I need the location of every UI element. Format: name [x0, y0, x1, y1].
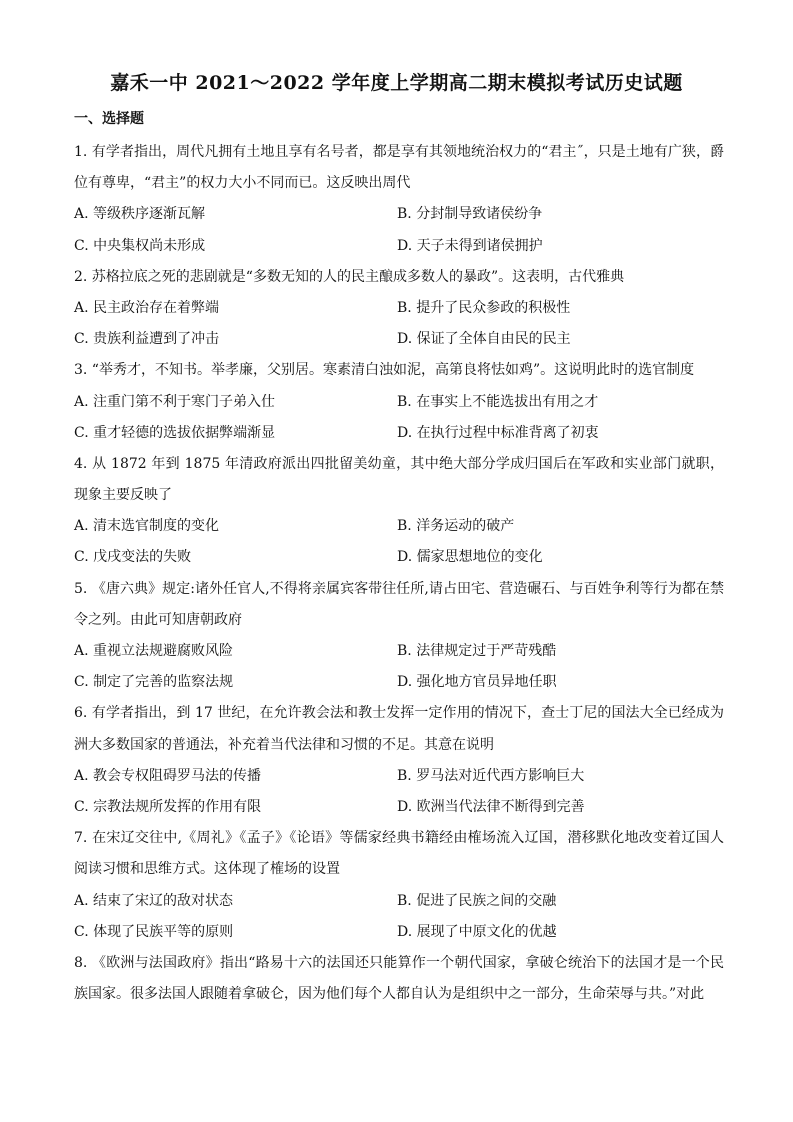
question-stem-line: 2. 苏格拉底之死的悲剧就是“多数无知的人的民主酿成多数人的暴政”。这表明，古代雅典 — [74, 268, 625, 285]
option-row — [74, 231, 724, 262]
question-5 — [74, 574, 724, 699]
answer-option: B. 提升了民众参政的积极性 — [397, 299, 571, 316]
answer-option: B. 分封制导致诸侯纷争 — [397, 206, 543, 223]
option-row — [74, 293, 724, 324]
section-heading: 一、选择题 — [74, 111, 144, 127]
question-stem-line: 洲大多数国家的普通法，补充着当代法律和习惯的不足。其意在说明 — [74, 736, 494, 753]
question-stem-line: 3. “举秀才，不知书。举孝廉，父别居。寒素清白浊如泥，高第良将怯如鸡”。这说明此时的选官制度 — [74, 362, 695, 379]
exam-title: 嘉禾一中 2021～2022 学年度上学期高二期末模拟考试历史试题 — [110, 72, 683, 94]
question-stem-line: 4. 从 1872 年到 1875 年清政府派出四批留美幼童，其中绝大部分学成归国后在军政和实业部门就职， — [74, 455, 724, 472]
question-stem-line: 位有尊卑，“君主”的权力大小不同而已。这反映出周代 — [74, 175, 411, 192]
question-stem-line: 8. 《欧洲与法国政府》指出“路易十六的法国还只能算作一个朝代国家，拿破仑统治下的法国才是一个民 — [74, 954, 724, 971]
answer-option: A. 教会专权阻碍罗马法的传播 — [74, 767, 262, 784]
answer-option: D. 保证了全体自由民的民主 — [397, 331, 571, 348]
question-1 — [74, 137, 724, 262]
question-2 — [74, 262, 724, 356]
answer-option: C. 中央集权尚未形成 — [74, 237, 206, 254]
answer-option: A. 民主政治存在着弊端 — [74, 299, 220, 316]
question-stem-line: 现象主要反映了 — [74, 487, 172, 504]
option-row — [74, 324, 724, 355]
answer-option: A. 等级秩序逐渐瓦解 — [74, 206, 206, 223]
answer-option: A. 清末选官制度的变化 — [74, 518, 220, 535]
question-stem-line: 令之列。由此可知唐朝政府 — [74, 611, 242, 628]
answer-option: D. 儒家思想地位的变化 — [397, 549, 543, 566]
answer-option: D. 强化地方官员异地任职 — [397, 674, 557, 691]
question-6 — [74, 698, 724, 823]
question-stem-line: 7. 在宋辽交往中,《周礼》《孟子》《论语》等儒家经典书籍经由榷场流入辽国，潜移默化地改变着辽国人 — [74, 830, 724, 847]
option-row — [74, 792, 724, 823]
answer-option: D. 在执行过程中标准背离了初衷 — [397, 424, 599, 441]
option-row — [74, 199, 724, 230]
question-stem-line: 5. 《唐六典》规定:诸外任官人,不得将亲属宾客带往任所,请占田宅、营造碾石、与百姓争利等行为都在禁 — [74, 580, 724, 597]
answer-option: D. 展现了中原文化的优越 — [397, 923, 557, 940]
question-7 — [74, 823, 724, 948]
answer-option: C. 宗教法规所发挥的作用有限 — [74, 798, 262, 815]
answer-option: A. 结束了宋辽的敌对状态 — [74, 892, 234, 909]
option-row — [74, 387, 724, 418]
answer-option: C. 贵族利益遭到了冲击 — [74, 331, 220, 348]
question-4 — [74, 449, 724, 574]
question-stem-line: 6. 有学者指出，到 17 世纪，在允许教会法和教士发挥一定作用的情况下，查士丁尼的国法大全已经成为 — [74, 705, 724, 722]
question-3 — [74, 355, 724, 449]
option-row — [74, 761, 724, 792]
answer-option: A. 重视立法规避腐败风险 — [74, 643, 234, 659]
answer-option: C. 体现了民族平等的原则 — [74, 923, 234, 940]
option-row — [74, 636, 724, 667]
question-stem-line: 1. 有学者指出，周代凡拥有土地且享有名号者，都是享有其领地统治权力的“君主˝，只是土地有广狭，爵 — [74, 144, 724, 160]
answer-option: C. 重才轻德的选拔依据弊端渐显 — [74, 424, 276, 441]
option-row — [74, 667, 724, 698]
question-stem-line: 族国家。很多法国人跟随着拿破仑，因为他们每个人都自认为是组织中之一部分，生命荣辱与共。”对此 — [74, 986, 705, 1003]
question-list — [74, 137, 724, 1010]
question-stem-line: 阅读习惯和思维方式。这体现了榷场的设置 — [74, 861, 340, 878]
answer-option: A. 注重门第不利于寒门子弟入仕 — [74, 393, 276, 410]
answer-option: B. 在事实上不能选拔出有用之才 — [397, 393, 599, 410]
answer-option: B. 洋务运动的破产 — [397, 518, 515, 535]
answer-option: D. 天子未得到诸侯拥护 — [397, 237, 543, 254]
answer-option: B. 法律规定过于严苛残酷 — [397, 643, 557, 659]
option-row — [74, 542, 724, 573]
answer-option: C. 制定了完善的监察法规 — [74, 674, 234, 691]
answer-option: C. 戊戌变法的失败 — [74, 549, 192, 566]
option-row — [74, 917, 724, 948]
question-8 — [74, 948, 724, 1010]
answer-option: D. 欧洲当代法律不断得到完善 — [397, 798, 585, 815]
option-row — [74, 418, 724, 449]
answer-option: B. 促进了民族之间的交融 — [397, 892, 557, 909]
option-row — [74, 886, 724, 917]
option-row — [74, 511, 724, 542]
answer-option: B. 罗马法对近代西方影响巨大 — [397, 767, 585, 784]
